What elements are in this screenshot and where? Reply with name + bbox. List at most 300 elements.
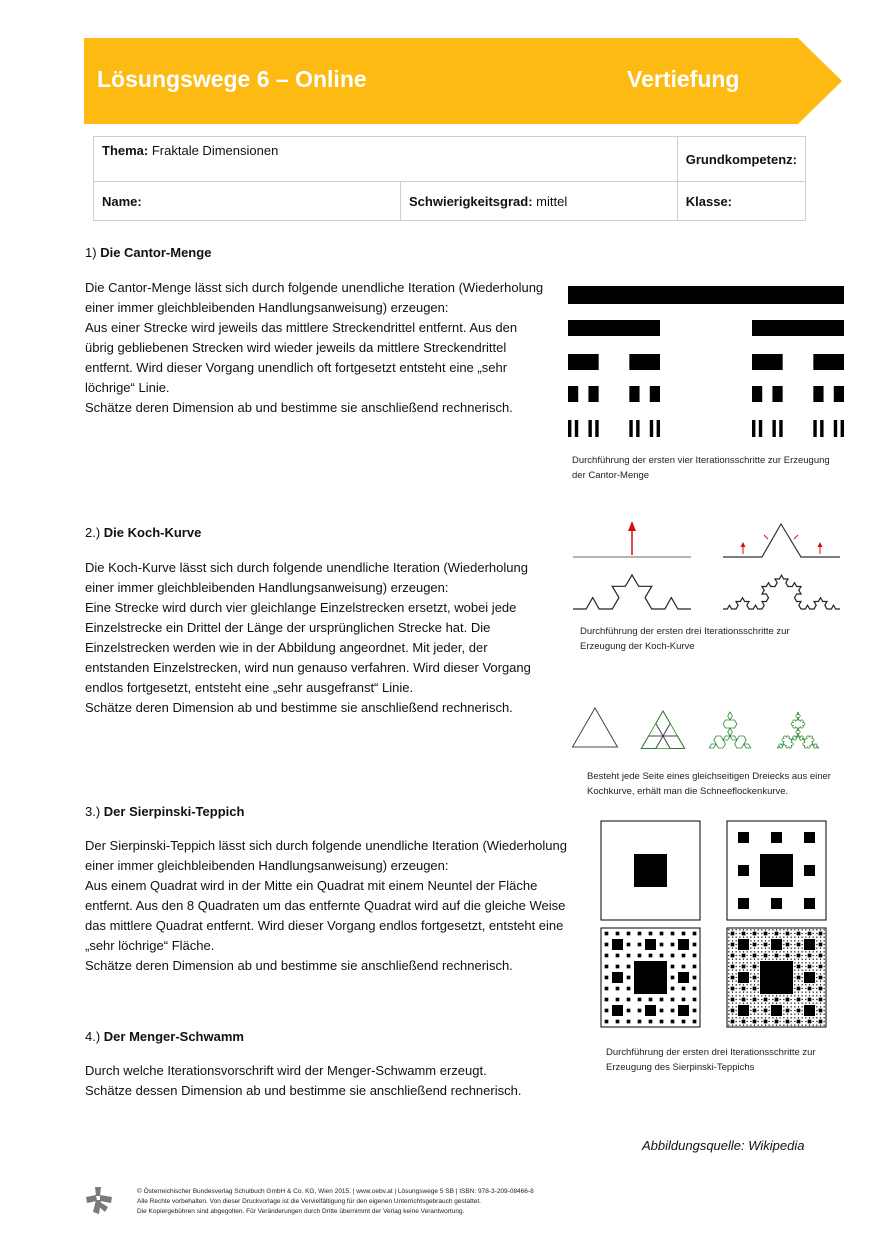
sierpinski-square — [804, 972, 815, 983]
sierpinski-square — [816, 1014, 817, 1015]
sierpinski-square — [791, 940, 792, 941]
cantor-segment — [657, 420, 660, 437]
sierpinski-square — [787, 959, 788, 960]
sierpinski-square — [824, 970, 825, 971]
cantor-segment — [629, 386, 639, 402]
sierpinski-square — [754, 981, 755, 982]
sierpinski-square — [769, 948, 770, 949]
sierpinski-square — [736, 1021, 737, 1022]
sierpinski-square — [682, 1020, 686, 1024]
sierpinski-square — [783, 1003, 784, 1004]
sierpinski-square — [765, 1003, 766, 1004]
sierpinski-square — [736, 944, 737, 945]
sierpinski-square — [736, 929, 737, 930]
sierpinski-square — [813, 933, 814, 934]
difficulty-cell: Schwierigkeitsgrad: mittel — [401, 182, 678, 221]
sierpinski-square — [736, 981, 737, 982]
sierpinski-square — [739, 1003, 740, 1004]
sierpinski-square — [754, 948, 755, 949]
sierpinski-square — [798, 1006, 799, 1007]
sierpinski-square — [813, 937, 814, 938]
sierpinski-square — [627, 1020, 631, 1024]
sierpinski-caption: Durchführung der ersten drei Iterationsschritte zur Erzeugung des Sierpinski-Teppichs — [606, 1047, 816, 1073]
sierpinski-square — [739, 1017, 740, 1018]
sierpinski-square — [824, 1014, 825, 1015]
sierpinski-square — [783, 937, 784, 938]
sierpinski-square — [775, 1020, 779, 1024]
sierpinski-square — [783, 959, 784, 960]
sierpinski-square — [761, 951, 762, 952]
cantor-set-figure — [560, 280, 860, 445]
sierpinski-square — [771, 898, 782, 909]
sierpinski-square — [809, 959, 810, 960]
sierpinski-square — [728, 973, 729, 974]
sierpinski-square — [739, 999, 740, 1000]
sierpinski-square — [736, 999, 737, 1000]
sierpinski-square — [797, 987, 801, 991]
sierpinski-square — [809, 1017, 810, 1018]
sierpinski-square — [605, 954, 609, 958]
sierpinski-square — [638, 998, 642, 1002]
sierpinski-square — [769, 937, 770, 938]
section-4-heading: 4.) Der Menger-Schwamm — [85, 1029, 244, 1044]
sierpinski-square — [750, 937, 751, 938]
sierpinski-square — [731, 943, 735, 947]
sierpinski-square — [747, 992, 748, 993]
sierpinski-square — [758, 995, 759, 996]
sierpinski-square — [787, 1025, 788, 1026]
sierpinski-square — [758, 973, 759, 974]
sierpinski-square — [787, 995, 788, 996]
sierpinski-square — [732, 940, 733, 941]
sierpinski-square — [798, 951, 799, 952]
sierpinski-square — [747, 955, 748, 956]
sierpinski-square — [758, 1025, 759, 1026]
sierpinski-square — [649, 932, 653, 936]
sierpinski-square — [816, 977, 817, 978]
sierpinski-square — [820, 951, 821, 952]
sierpinski-square — [775, 932, 779, 936]
sierpinski-square — [754, 937, 755, 938]
sierpinski-square — [765, 1017, 766, 1018]
cantor-segment — [575, 420, 578, 437]
sierpinski-square — [783, 1014, 784, 1015]
sierpinski-square — [772, 1003, 773, 1004]
sierpinski-square — [758, 999, 759, 1000]
sierpinski-square — [736, 951, 737, 952]
sierpinski-square — [805, 1021, 806, 1022]
sierpinski-square — [794, 962, 795, 963]
sierpinski-square — [824, 955, 825, 956]
sierpinski-square — [783, 948, 784, 949]
sierpinski-square — [816, 1017, 817, 1018]
red-arrow-icon — [741, 535, 823, 554]
sierpinski-square — [671, 954, 675, 958]
sierpinski-square — [750, 970, 751, 971]
sierpinski-square — [824, 944, 825, 945]
sierpinski-square — [728, 992, 729, 993]
sierpinski-square — [776, 937, 777, 938]
sierpinski-square — [671, 976, 675, 980]
sierpinski-square — [753, 1009, 757, 1013]
sierpinski-square — [758, 948, 759, 949]
sierpinski-square — [739, 1025, 740, 1026]
cantor-segment — [636, 420, 639, 437]
sierpinski-square — [772, 995, 773, 996]
sierpinski-square — [824, 1010, 825, 1011]
sierpinski-square — [794, 944, 795, 945]
sierpinski-square — [794, 977, 795, 978]
sierpinski-square — [612, 972, 623, 983]
sierpinski-square — [820, 1006, 821, 1007]
sierpinski-square — [813, 995, 814, 996]
sierpinski-square — [739, 929, 740, 930]
sierpinski-square — [758, 970, 759, 971]
sierpinski-square — [772, 1025, 773, 1026]
sierpinski-square — [798, 959, 799, 960]
sierpinski-square — [765, 1014, 766, 1015]
sierpinski-square — [728, 955, 729, 956]
sierpinski-square — [780, 1003, 781, 1004]
sierpinski-square — [769, 995, 770, 996]
cantor-segment — [841, 420, 844, 437]
sierpinski-square — [802, 973, 803, 974]
sierpinski-square — [660, 932, 664, 936]
sierpinski-square — [802, 977, 803, 978]
sierpinski-square — [816, 955, 817, 956]
sierpinski-square — [820, 948, 821, 949]
sierpinski-square — [791, 995, 792, 996]
sierpinski-square — [794, 955, 795, 956]
sierpinski-square — [753, 954, 757, 958]
sierpinski-square — [764, 1009, 768, 1013]
sierpinski-square — [798, 929, 799, 930]
sierpinski-square — [780, 955, 781, 956]
sierpinski-square — [634, 854, 667, 887]
sierpinski-square — [794, 1017, 795, 1018]
sierpinski-square — [808, 1020, 812, 1024]
sierpinski-square — [805, 970, 806, 971]
sierpinski-square — [742, 987, 746, 991]
sierpinski-square — [754, 940, 755, 941]
sierpinski-square — [728, 1014, 729, 1015]
sierpinski-square — [791, 1010, 792, 1011]
sierpinski-square — [758, 962, 759, 963]
sierpinski-square — [809, 1003, 810, 1004]
sierpinski-square — [605, 998, 609, 1002]
sierpinski-square — [813, 984, 814, 985]
sierpinski-square — [605, 1020, 609, 1024]
sierpinski-square — [791, 1006, 792, 1007]
sierpinski-square — [728, 940, 729, 941]
sierpinski-square — [805, 929, 806, 930]
sierpinski-square — [764, 998, 768, 1002]
sierpinski-square — [743, 937, 744, 938]
sierpinski-square — [791, 944, 792, 945]
sierpinski-square — [616, 932, 620, 936]
sierpinski-square — [798, 973, 799, 974]
sierpinski-square — [802, 1021, 803, 1022]
sierpinski-square — [764, 943, 768, 947]
sierpinski-square — [736, 973, 737, 974]
sierpinski-square — [732, 973, 733, 974]
sierpinski-square — [660, 954, 664, 958]
sierpinski-square — [736, 992, 737, 993]
sierpinski-square — [802, 1006, 803, 1007]
sierpinski-square — [816, 933, 817, 934]
sierpinski-square — [742, 998, 746, 1002]
sierpinski-square — [731, 954, 735, 958]
sierpinski-square — [794, 988, 795, 989]
sierpinski-square — [728, 944, 729, 945]
sierpinski-square — [747, 933, 748, 934]
sierpinski-square — [761, 995, 762, 996]
sierpinski-square — [798, 940, 799, 941]
sierpinski-square — [819, 954, 823, 958]
sierpinski-square — [819, 943, 823, 947]
sierpinski-square — [802, 984, 803, 985]
sierpinski-square — [805, 966, 806, 967]
sierpinski-square — [783, 1017, 784, 1018]
sierpinski-square — [780, 1021, 781, 1022]
sierpinski-square — [816, 959, 817, 960]
sierpinski-square — [605, 987, 609, 991]
sierpinski-square — [804, 832, 815, 843]
sierpinski-square — [794, 929, 795, 930]
sierpinski-square — [791, 955, 792, 956]
sierpinski-square — [802, 951, 803, 952]
sierpinski-square — [758, 988, 759, 989]
sierpinski-square — [616, 954, 620, 958]
sierpinski-square — [754, 970, 755, 971]
sierpinski-square — [747, 1021, 748, 1022]
cantor-segment — [629, 354, 660, 370]
sierpinski-square — [809, 984, 810, 985]
sierpinski-square — [824, 1003, 825, 1004]
sierpinski-square — [794, 1003, 795, 1004]
sierpinski-square — [802, 1010, 803, 1011]
sierpinski-square — [738, 1005, 749, 1016]
sierpinski-square — [820, 973, 821, 974]
sierpinski-square — [758, 1021, 759, 1022]
sierpinski-square — [747, 970, 748, 971]
sierpinski-square — [824, 962, 825, 963]
sierpinski-square — [728, 984, 729, 985]
sierpinski-square — [605, 932, 609, 936]
sierpinski-square — [794, 959, 795, 960]
sierpinski-square — [772, 1021, 773, 1022]
sierpinski-square — [736, 1014, 737, 1015]
sierpinski-square — [750, 988, 751, 989]
sierpinski-square — [809, 929, 810, 930]
sierpinski-square — [765, 937, 766, 938]
sierpinski-square — [794, 966, 795, 967]
sierpinski-square — [743, 951, 744, 952]
sierpinski-square — [819, 965, 823, 969]
sierpinski-square — [739, 966, 740, 967]
sierpinski-square — [616, 965, 620, 969]
sierpinski-square — [780, 1017, 781, 1018]
sierpinski-square — [780, 933, 781, 934]
sierpinski-square — [747, 959, 748, 960]
sierpinski-square — [798, 937, 799, 938]
sierpinski-square — [769, 944, 770, 945]
sierpinski-square — [754, 992, 755, 993]
sierpinski-square — [794, 1025, 795, 1026]
cantor-segment — [588, 420, 591, 437]
cantor-segment — [595, 420, 598, 437]
sierpinski-square — [783, 944, 784, 945]
sierpinski-square — [776, 951, 777, 952]
sierpinski-square — [732, 1017, 733, 1018]
sierpinski-square — [747, 966, 748, 967]
sierpinski-square — [758, 966, 759, 967]
sierpinski-square — [824, 981, 825, 982]
sierpinski-square — [824, 1021, 825, 1022]
sierpinski-carpet-figure — [600, 820, 830, 1030]
footer-copyright: © Österreichischer Bundesverlag Schulbuch GmbH & Co. KG, Wien 2015. | www.oebv.at | Lösungswege 5 SB | ISBN: 978-3-209-08466-8 Alle Rechte vorbehalten. Von dieser Druckvorlage ist die Vervielfältigung für den eigenen Unterrichtsgebrauch gestattet. Die Kopiergebühren sind abgegolten. Für Veränderungen durch Dritte übernimmt der Verlag keine Verantwortung. — [137, 1188, 534, 1215]
sierpinski-square — [816, 951, 817, 952]
sierpinski-square — [731, 998, 735, 1002]
cantor-segment — [650, 420, 653, 437]
sierpinski-square — [769, 1006, 770, 1007]
sierpinski-square — [660, 998, 664, 1002]
sierpinski-square — [820, 1017, 821, 1018]
sierpinski-square — [824, 1025, 825, 1026]
sierpinski-square — [753, 932, 757, 936]
sierpinski-square — [820, 981, 821, 982]
sierpinski-square — [758, 937, 759, 938]
sierpinski-square — [736, 940, 737, 941]
sierpinski-square — [798, 1017, 799, 1018]
sierpinski-square — [769, 999, 770, 1000]
sierpinski-square — [816, 973, 817, 974]
sierpinski-square — [783, 933, 784, 934]
sierpinski-square — [605, 1009, 609, 1013]
sierpinski-square — [682, 998, 686, 1002]
sierpinski-square — [813, 992, 814, 993]
sierpinski-square — [820, 937, 821, 938]
sierpinski-square — [743, 995, 744, 996]
sierpinski-square — [787, 1006, 788, 1007]
sierpinski-square — [743, 929, 744, 930]
sierpinski-square — [813, 959, 814, 960]
sierpinski-square — [649, 954, 653, 958]
sierpinski-square — [753, 998, 757, 1002]
sierpinski-square — [728, 933, 729, 934]
sierpinski-square — [761, 929, 762, 930]
sierpinski-square — [753, 1020, 757, 1024]
sierpinski-square — [765, 948, 766, 949]
sierpinski-square — [736, 1025, 737, 1026]
sierpinski-square — [627, 1009, 631, 1013]
sierpinski-square — [791, 1021, 792, 1022]
sierpinski-square — [794, 937, 795, 938]
sierpinski-square — [783, 929, 784, 930]
sierpinski-square — [791, 999, 792, 1000]
sierpinski-square — [794, 992, 795, 993]
cantor-segment — [834, 420, 837, 437]
sierpinski-square — [787, 951, 788, 952]
sierpinski-square — [750, 995, 751, 996]
sierpinski-square — [769, 940, 770, 941]
sierpinski-square — [816, 929, 817, 930]
sierpinski-square — [787, 940, 788, 941]
sierpinski-square — [824, 973, 825, 974]
sierpinski-square — [743, 959, 744, 960]
section-2-heading: 2.) Die Koch-Kurve — [85, 525, 202, 540]
sierpinski-square — [732, 995, 733, 996]
sierpinski-square — [742, 932, 746, 936]
class-cell: Klasse: — [677, 182, 805, 221]
sierpinski-square — [805, 999, 806, 1000]
sierpinski-square — [816, 988, 817, 989]
sierpinski-square — [805, 962, 806, 963]
sierpinski-square — [761, 1025, 762, 1026]
sierpinski-square — [802, 981, 803, 982]
sierpinski-square — [783, 951, 784, 952]
sierpinski-square — [791, 1014, 792, 1015]
sierpinski-square — [772, 1017, 773, 1018]
sierpinski-square — [783, 1025, 784, 1026]
sierpinski-square — [728, 962, 729, 963]
sierpinski-square — [739, 962, 740, 963]
sierpinski-square — [802, 962, 803, 963]
sierpinski-square — [780, 995, 781, 996]
sierpinski-square — [747, 962, 748, 963]
sierpinski-square — [758, 981, 759, 982]
sierpinski-square — [802, 1025, 803, 1026]
sierpinski-square — [758, 1014, 759, 1015]
sierpinski-square — [820, 1003, 821, 1004]
sierpinski-square — [805, 984, 806, 985]
sierpinski-square — [802, 937, 803, 938]
sierpinski-square — [798, 1003, 799, 1004]
sierpinski-square — [765, 1006, 766, 1007]
sierpinski-square — [736, 988, 737, 989]
sierpinski-square — [732, 1003, 733, 1004]
sierpinski-square — [776, 995, 777, 996]
cantor-segment — [779, 420, 782, 437]
sierpinski-square — [824, 977, 825, 978]
sierpinski-square — [802, 988, 803, 989]
cantor-segment — [568, 286, 844, 304]
sierpinski-square — [808, 932, 812, 936]
sierpinski-square — [761, 999, 762, 1000]
sierpinski-square — [732, 929, 733, 930]
sierpinski-square — [753, 987, 757, 991]
sierpinski-square — [802, 944, 803, 945]
sierpinski-square — [732, 959, 733, 960]
sierpinski-square — [786, 998, 790, 1002]
sierpinski-square — [750, 933, 751, 934]
sierpinski-square — [791, 929, 792, 930]
sierpinski-square — [816, 981, 817, 982]
sierpinski-square — [728, 1021, 729, 1022]
sierpinski-square — [728, 959, 729, 960]
sierpinski-square — [754, 1017, 755, 1018]
sierpinski-square — [772, 929, 773, 930]
sierpinski-square — [802, 929, 803, 930]
sierpinski-square — [798, 1014, 799, 1015]
section-4-text: Durch welche Iterationsvorschrift wird der Menger-Schwamm erzeugt. Schätze dessen Dimension ab und bestimme sie anschließend rechnerisch. — [85, 1063, 522, 1098]
sierpinski-square — [808, 965, 812, 969]
sierpinski-square — [797, 1009, 801, 1013]
sierpinski-square — [761, 948, 762, 949]
sierpinski-square — [638, 932, 642, 936]
sierpinski-square — [780, 959, 781, 960]
sierpinski-square — [776, 929, 777, 930]
